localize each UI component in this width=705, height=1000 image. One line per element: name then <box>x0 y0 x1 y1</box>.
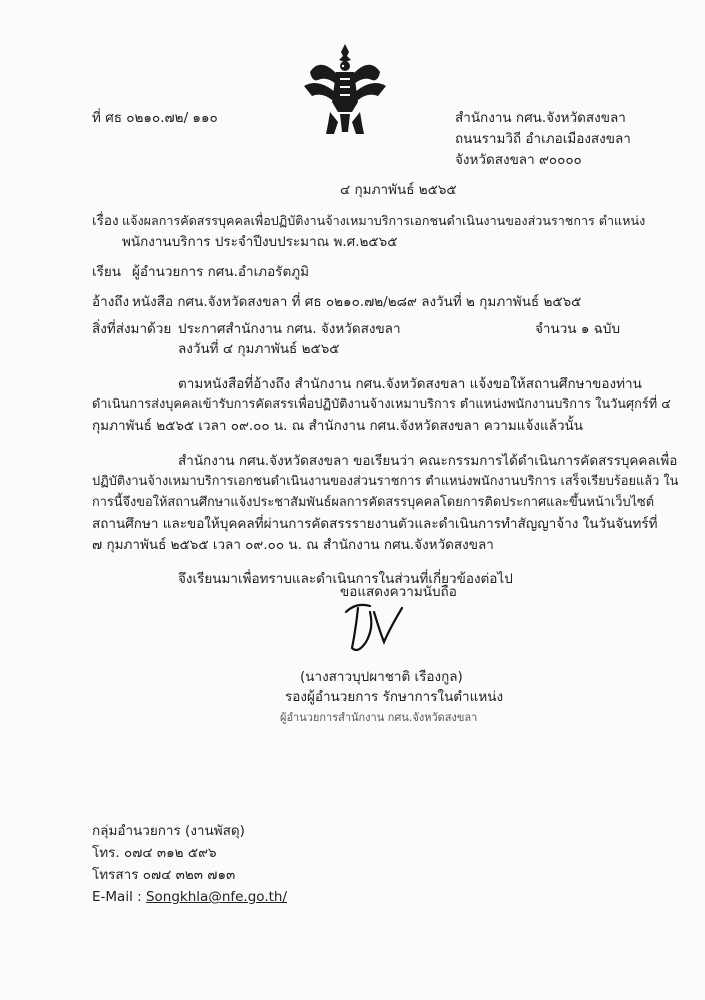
signer-position-stamp: ผู้อำนวยการสำนักงาน กศน.จังหวัดสงขลา <box>280 711 478 724</box>
to-label: เรียน <box>92 264 122 280</box>
body-paragraph-line: ปฏิบัติงานจ้างเหมาบริการเอกชนดำเนินงานของส่วนราชการ ตำแหน่งพนักงานบริการ เสร็จเรียบร้อยแล้ว ใน <box>92 474 679 489</box>
footer-email-row <box>92 888 287 906</box>
email-link[interactable]: Songkhla@nfe.go.th/ <box>145 889 288 905</box>
enclosure-line: ประกาศสำนักงาน กศน. จังหวัดสงขลา <box>178 321 401 337</box>
office-address-line: สำนักงาน กศน.จังหวัดสงขลา <box>455 110 626 126</box>
body-paragraph-line: กุมภาพันธ์ ๒๕๖๕ เวลา ๐๙.๐๐ น. ณ สำนักงาน กศน.จังหวัดสงขลา ความแจ้งแล้วนั้น <box>92 418 583 434</box>
body-paragraph-line: ตามหนังสือที่อ้างถึง สำนักงาน กศน.จังหวัดสงขลา แจ้งขอให้สถานศึกษาของท่าน <box>178 376 642 392</box>
regards-line: ขอแสดงความนับถือ <box>340 584 457 600</box>
body-paragraph-line: ดำเนินการส่งบุคคลเข้ารับการคัดสรรเพื่อปฏิบัติงานจ้างเหมาบริการ ตำแหน่งพนักงานบริการ ในวันศุกร์ที่ ๔ <box>92 397 671 412</box>
enclosure-label: สิ่งที่ส่งมาด้วย <box>92 321 172 337</box>
signer-position: รองผู้อำนวยการ รักษาการในตำแหน่ง <box>285 689 504 705</box>
enclosure-count: จำนวน ๑ ฉบับ <box>535 321 621 337</box>
handwritten-signature <box>340 598 410 660</box>
enclosure-line: ลงวันที่ ๔ กุมภาพันธ์ ๒๕๖๕ <box>178 341 340 357</box>
body-paragraph-line: การนี้จึงขอให้สถานศึกษาแจ้งประชาสัมพันธ์ผลการคัดสรรบุคคลโดยการติดประกาศและขึ้นหน้าเว็บไซต์ <box>92 495 655 510</box>
garuda-emblem-icon <box>300 42 390 138</box>
footer-department: กลุ่มอำนวยการ (งานพัสดุ) <box>92 823 245 839</box>
reference-number: ที่ ศธ ๐๒๑๐.๗๒/ ๑๑๐ <box>92 110 218 126</box>
letter-date: ๔ กุมภาพันธ์ ๒๕๖๕ <box>340 182 457 198</box>
footer-telephone: โทร. ๐๗๔ ๓๑๒ ๕๙๖ <box>92 845 217 861</box>
office-address-line: จังหวัดสงขลา ๙๐๐๐๐ <box>455 152 582 168</box>
subject-label: เรื่อง <box>92 213 119 229</box>
email-label: E-Mail : <box>92 889 142 905</box>
subject-line: แจ้งผลการคัดสรรบุคคลเพื่อปฏิบัติงานจ้างเหมาบริการเอกชนดำเนินงานของส่วนราชการ ตำแหน่ง <box>122 213 646 228</box>
reference-value: หนังสือ กศน.จังหวัดสงขลา ที่ ศธ ๐๒๑๐.๗๒/๒๘๙ ลงวันที่ ๒ กุมภาพันธ์ ๒๕๖๕ <box>132 294 582 310</box>
signer-name: (นางสาวบุปผาชาติ เรืองกูล) <box>300 669 463 685</box>
to-value: ผู้อำนวยการ กศน.อำเภอรัตภูมิ <box>132 264 310 280</box>
body-paragraph-line: สถานศึกษา และขอให้บุคคลที่ผ่านการคัดสรรรายงานตัวและดำเนินการทำสัญญาจ้าง ในวันจันทร์ที่ <box>92 516 658 532</box>
office-address-line: ถนนรามวิถี อำเภอเมืองสงขลา <box>455 131 631 147</box>
body-paragraph-line: สำนักงาน กศน.จังหวัดสงขลา ขอเรียนว่า คณะกรรมการได้ดำเนินการคัดสรรบุคคลเพื่อ <box>178 453 678 469</box>
reference-label: อ้างถึง <box>92 294 130 310</box>
closing-line: จึงเรียนมาเพื่อทราบและดำเนินการในส่วนที่เกี่ยวข้องต่อไป <box>178 571 513 587</box>
subject-line: พนักงานบริการ ประจำปีงบประมาณ พ.ศ.๒๕๖๕ <box>122 234 398 250</box>
body-paragraph-line: ๗ กุมภาพันธ์ ๒๕๖๕ เวลา ๐๙.๐๐ น. ณ สำนักงาน กศน.จังหวัดสงขลา <box>92 537 494 553</box>
footer-fax: โทรสาร ๐๗๔ ๓๒๓ ๗๑๓ <box>92 867 236 883</box>
